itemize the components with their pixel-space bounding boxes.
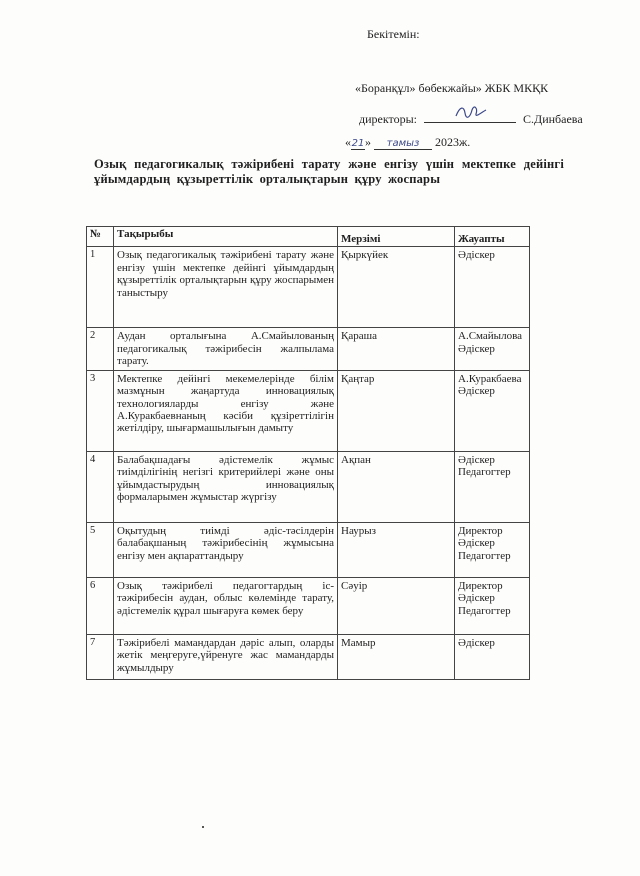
table-header-row xyxy=(87,227,530,247)
date-day: 21 xyxy=(351,138,365,149)
row-responsible: Директор Әдіскер Педагогтер xyxy=(455,522,530,577)
date-year: 2023ж. xyxy=(435,135,471,149)
table-row xyxy=(87,577,530,634)
row-term: Наурыз xyxy=(338,522,455,577)
row-term: Сәуір xyxy=(338,577,455,634)
row-responsible: Директор Әдіскер Педагогтер xyxy=(455,577,530,634)
row-topic: Аудан орталығына А.Смайылованың педагогикалық тәжірибесін жалпылама тарату. xyxy=(114,328,338,370)
row-number: 7 xyxy=(87,634,114,679)
table-row xyxy=(87,522,530,577)
header-topic: Тақырыбы xyxy=(114,227,338,247)
plan-table xyxy=(86,226,530,680)
date-close-quote: » xyxy=(365,135,371,149)
row-topic: Озық тәжірибелі педагогтардың іс-тәжірибесін аудан, облыс көлемінде тарату, әдістемелік құрал шығаруға көмек беру xyxy=(114,577,338,634)
row-term: Ақпан xyxy=(338,451,455,522)
approval-heading: Бекітемін: xyxy=(367,27,420,41)
row-term: Мамыр xyxy=(338,634,455,679)
row-topic: Тәжірибелі мамандардан дәріс алып, оларды жетік меңгеруге,үйренуге жас мамандарды жұмылдыру xyxy=(114,634,338,679)
row-topic: Озық педагогикалық тәжірибені тарату және енгізу үшін мектепке дейінгі ұйымдардың құзыреттілік орталықтарын құру жоспарымен таныстыру xyxy=(114,247,338,328)
document-title: Озық педагогикалық тәжірибені тарату және енгізу үшін мектепке дейінгі ұйымдардың құзыреттілік орталықтарын құру жоспары xyxy=(94,157,564,187)
director-line xyxy=(359,112,583,126)
header-number: № xyxy=(87,227,114,247)
header-responsible: Жауапты xyxy=(455,227,530,247)
table-row xyxy=(87,247,530,328)
approval-date xyxy=(345,136,470,150)
director-name: С.Динбаева xyxy=(523,112,583,126)
row-topic: Оқытудың тиімді әдіс-тәсілдерін балабақшаның тәжірибесінің жұмысына енгізу мен ақпараттандыру xyxy=(114,522,338,577)
table-row xyxy=(87,370,530,451)
row-term: Қыркүйек xyxy=(338,247,455,328)
row-number: 5 xyxy=(87,522,114,577)
row-number: 6 xyxy=(87,577,114,634)
row-number: 2 xyxy=(87,328,114,370)
table-row xyxy=(87,328,530,370)
organization-name: «Боранқұл» бөбекжайы» ЖБК МКҚК xyxy=(355,81,549,95)
row-topic: Мектепке дейінгі мекемелерінде білім мазмұнын жаңартуда инновациялық технологияларды енгізу және А.Куракбаевнаның кәсіби құзіреттілігін жетілдіру, шығармашылығын дамыту xyxy=(114,370,338,451)
table-row xyxy=(87,451,530,522)
row-term: Қараша xyxy=(338,328,455,370)
date-month: тамыз xyxy=(386,138,420,149)
row-term: Қаңтар xyxy=(338,370,455,451)
row-responsible: А.Куракбаева Әдіскер xyxy=(455,370,530,451)
row-responsible: Әдіскер Педагогтер xyxy=(455,451,530,522)
director-label: директоры: xyxy=(359,112,418,126)
row-topic: Балабақшадағы әдістемелік жұмыс тиімділігінің негізгі критерийлері және оны ұйымдастырудың инновациялық формаларымен жұмыстар жүргізу xyxy=(114,451,338,522)
row-responsible: Әдіскер xyxy=(455,247,530,328)
row-number: 1 xyxy=(87,247,114,328)
row-number: 3 xyxy=(87,370,114,451)
signature-icon xyxy=(452,104,492,122)
signature-line xyxy=(424,112,516,123)
date-open-quote: « xyxy=(345,135,351,149)
row-number: 4 xyxy=(87,451,114,522)
scan-speck xyxy=(202,826,204,828)
row-responsible: Әдіскер xyxy=(455,634,530,679)
header-term: Мерзімі xyxy=(338,227,455,247)
row-responsible: А.Смайылова Әдіскер xyxy=(455,328,530,370)
table-row xyxy=(87,634,530,679)
